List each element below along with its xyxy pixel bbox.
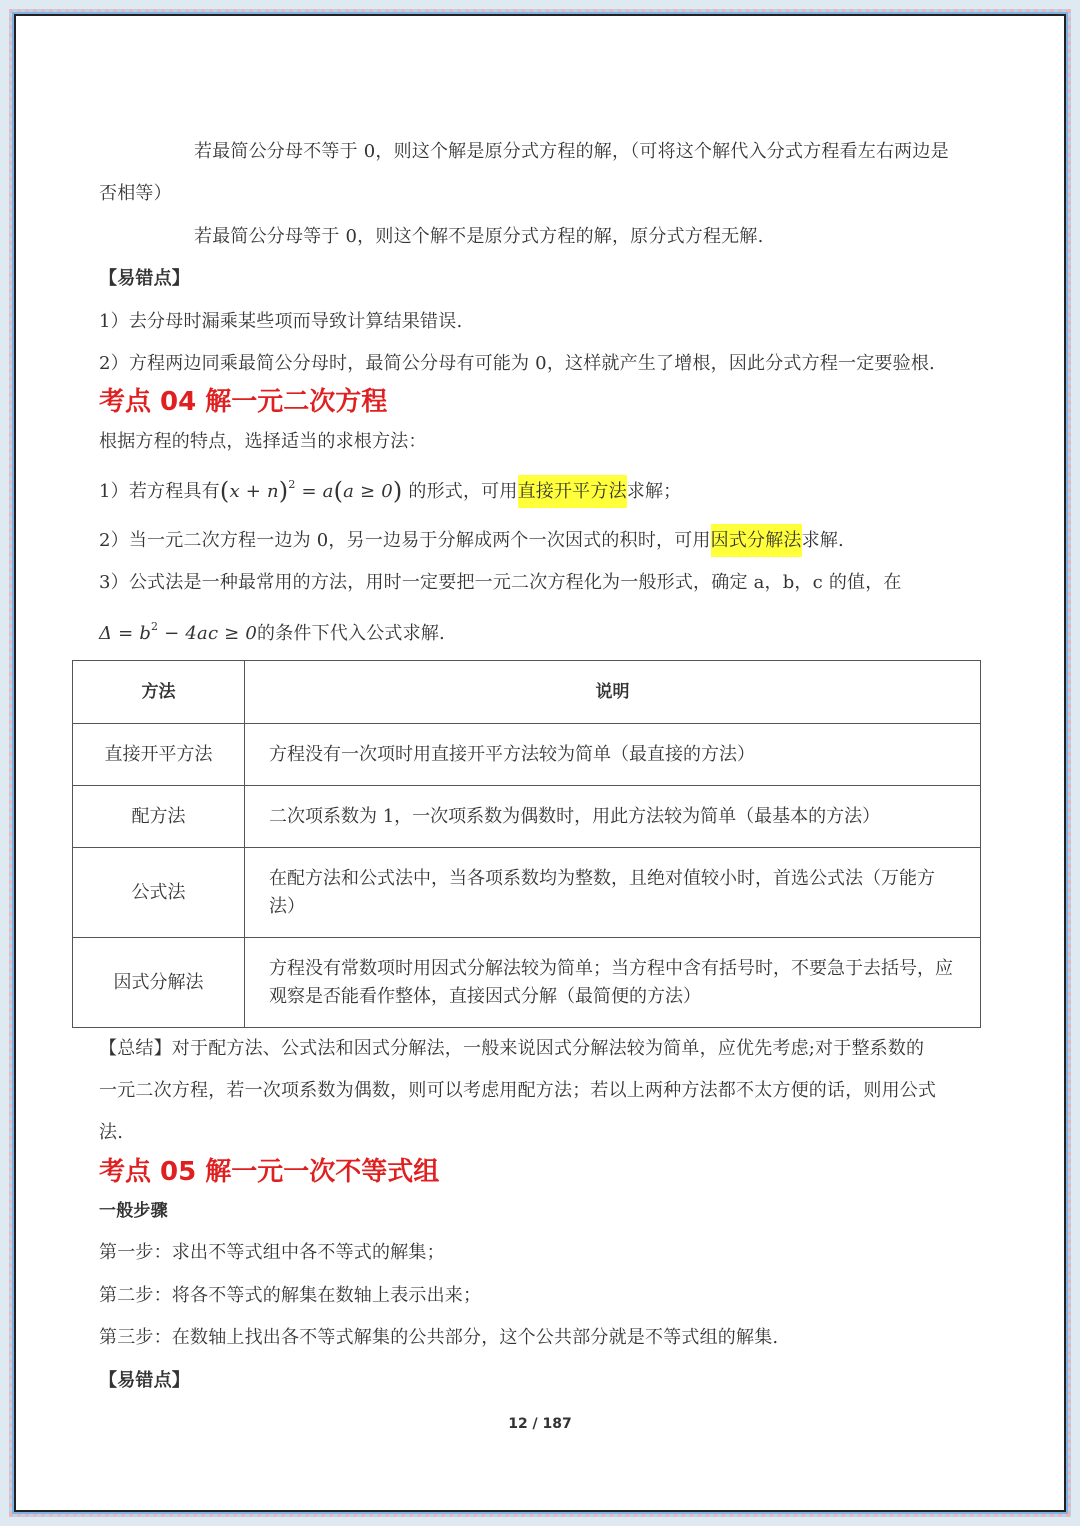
table-cell-desc: 方程没有常数项时用因式分解法较为简单；当方程中含有括号时，不要急于去括号，应观察是否能看作整体，直接因式分解（最简便的方法） (245, 938, 981, 1028)
step-item: 第一步：求出不等式组中各不等式的解集； (99, 1242, 445, 1263)
table-row (73, 938, 981, 1028)
method-item-1 (99, 478, 681, 505)
methods-table (72, 660, 981, 1028)
table-cell-method: 公式法 (73, 848, 245, 938)
table-cell-method: 因式分解法 (73, 938, 245, 1028)
table-header-cell: 说明 (245, 661, 981, 724)
summary-line: 法. (99, 1122, 124, 1143)
paragraph-line: 若最简公分母不等于 0，则这个解是原分式方程的解，（可将这个解代入分式方程看左右两边是 (194, 141, 949, 162)
method-item-3: 3）公式法是一种最常用的方法，用时一定要把一元二次方程化为一般形式，确定 a，b，c 的值，在 (99, 572, 902, 593)
table-cell-method: 配方法 (73, 786, 245, 848)
method-item-3-cont (99, 621, 445, 647)
table-row (73, 848, 981, 938)
paragraph-line: 若最简公分母等于 0，则这个解不是原分式方程的解，原分式方程无解. (194, 226, 764, 247)
summary-line: 一元二次方程，若一次项系数为偶数，则可以考虑用配方法；若以上两种方法都不太方便的话，则用公式 (99, 1080, 937, 1101)
error-item: 2）方程两边同乘最简公分母时，最简公分母有可能为 0，这样就产生了增根，因此分式方程一定要验根. (99, 353, 935, 374)
table-cell-desc: 在配方法和公式法中，当各项系数均为整数，且绝对值较小时，首选公式法（万能方法） (245, 848, 981, 938)
table-header-row (73, 661, 981, 724)
page-indicator: 12 / 187 (508, 1416, 572, 1432)
table-row (73, 724, 981, 786)
item-text: 的条件下代入公式求解. (257, 623, 445, 644)
item-text: 求解； (626, 481, 682, 502)
step-item: 第三步：在数轴上找出各不等式解集的公共部分，这个公共部分就是不等式组的解集. (99, 1327, 779, 1348)
table-row (73, 786, 981, 848)
summary-line: 【总结】对于配方法、公式法和因式分解法，一般来说因式分解法较为简单，应优先考虑;对于整系数的 (99, 1038, 925, 1059)
section-heading-05: 考点 05 解一元一次不等式组 (99, 1157, 440, 1187)
item-text: 1）若方程具有 (99, 481, 220, 502)
item-text: 的形式，可用 (408, 481, 518, 502)
table-cell-method: 直接开平方法 (73, 724, 245, 786)
paragraph-line: 否相等） (99, 183, 172, 204)
item-text: 2）当一元二次方程一边为 0，另一边易于分解成两个一次因式的积时，可用 (99, 530, 711, 551)
method-item-2 (99, 528, 844, 554)
highlighted-term: 因式分解法 (711, 524, 802, 557)
table-cell-desc: 二次项系数为 1，一次项系数为偶数时，用此方法较为简单（最基本的方法） (245, 786, 981, 848)
errors-label: 【易错点】 (99, 1370, 190, 1391)
section-intro: 根据方程的特点，选择适当的求根方法： (99, 431, 427, 452)
item-text: 求解. (801, 530, 844, 551)
section-heading-04: 考点 04 解一元二次方程 (99, 387, 388, 417)
errors-label: 【易错点】 (99, 268, 190, 289)
step-item: 第二步：将各不等式的解集在数轴上表示出来； (99, 1285, 482, 1306)
table-cell-desc: 方程没有一次项时用直接开平方法较为简单（最直接的方法） (245, 724, 981, 786)
error-item: 1）去分母时漏乘某些项而导致计算结果错误. (99, 311, 463, 332)
subheading: 一般步骤 (99, 1201, 168, 1221)
highlighted-term: 直接开平方法 (518, 475, 627, 508)
formula: $\Delta = b^2 - 4ac \ge 0$ (99, 620, 258, 644)
table-header-cell: 方法 (73, 661, 245, 724)
formula: $(x + n)^2 = a(a \ge 0)$ (219, 477, 403, 505)
